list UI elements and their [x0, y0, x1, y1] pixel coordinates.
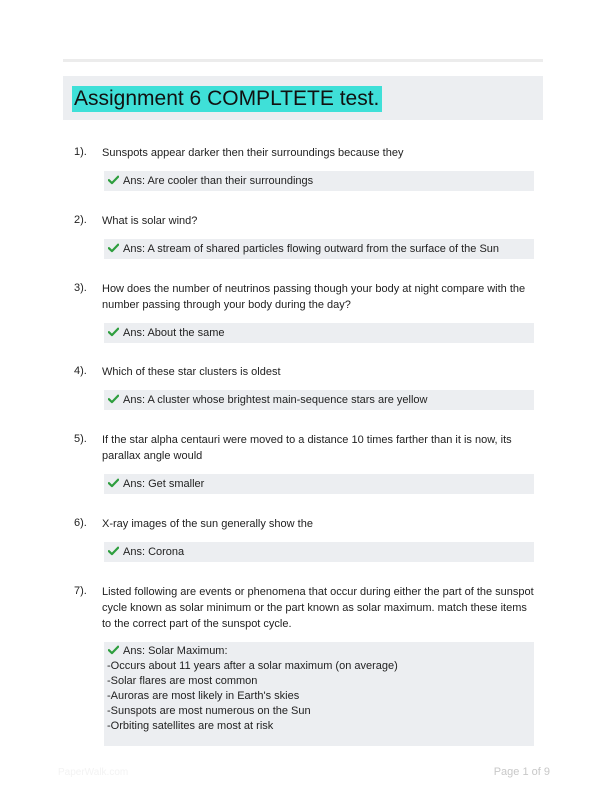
- question-text: Sunspots appear darker then their surroundings because they: [102, 147, 404, 159]
- question-item: [74, 281, 534, 343]
- checkmark-icon: [108, 243, 119, 253]
- question-item: [74, 432, 534, 494]
- answer-line: -Solar flares are most common: [107, 675, 258, 687]
- question-number: 6).: [74, 517, 87, 529]
- question-item: [74, 584, 534, 746]
- title-banner: [63, 76, 543, 120]
- question-item: [74, 364, 534, 410]
- page-indicator: Page 1 of 9: [493, 766, 550, 778]
- question-number: 7).: [74, 585, 87, 597]
- answer-box: [104, 542, 534, 562]
- answer-box: [104, 642, 534, 746]
- question-number: 4).: [74, 365, 87, 377]
- question-text: If the star alpha centauri were moved to a distance 10 times farther than it is now, its parallax angle would: [102, 434, 512, 462]
- question-number: 2).: [74, 214, 87, 226]
- answer-line: -Sunspots are most numerous on the Sun: [107, 705, 311, 717]
- answer-text: Ans: Are cooler than their surroundings: [123, 175, 314, 187]
- answer-text: Ans: About the same: [123, 327, 225, 339]
- answer-line: -Occurs about 11 years after a solar maximum (on average): [107, 660, 398, 672]
- answer-text: Ans: A cluster whose brightest main-sequence stars are yellow: [123, 394, 428, 406]
- checkmark-icon: [108, 175, 119, 185]
- answer-box: [104, 171, 534, 191]
- watermark-text: PaperWalk.com: [58, 767, 129, 778]
- question-text: How does the number of neutrinos passing though your body at night compare with the number passing through your body during the day?: [102, 283, 526, 311]
- answer-box: [104, 323, 534, 343]
- question-item: [74, 213, 534, 259]
- answer-box: [104, 474, 534, 494]
- question-number: 1).: [74, 146, 87, 158]
- checkmark-icon: [108, 546, 119, 556]
- question-text: What is solar wind?: [102, 215, 198, 227]
- answer-box: [104, 239, 534, 259]
- document-title: Assignment 6 COMPLTETE test.: [72, 86, 382, 112]
- checkmark-icon: [108, 394, 119, 404]
- question-text: Listed following are events or phenomena that occur during either the part of the sunspot cycle known as solar minimum or the part known as solar maximum. match these items to the correct part of the sunspot cycle.: [102, 586, 534, 630]
- answer-line: -Auroras are most likely in Earth's skies: [107, 690, 300, 702]
- answer-text: Ans: Corona: [123, 546, 185, 558]
- checkmark-icon: [108, 327, 119, 337]
- checkmark-icon: [108, 478, 119, 488]
- answer-box: [104, 390, 534, 410]
- question-text: X-ray images of the sun generally show the: [102, 518, 313, 530]
- answer-line: -Orbiting satellites are most at risk: [107, 720, 274, 732]
- question-number: 5).: [74, 433, 87, 445]
- top-divider: [63, 59, 543, 62]
- question-number: 3).: [74, 282, 87, 294]
- question-item: [74, 516, 534, 562]
- question-text: Which of these star clusters is oldest: [102, 366, 281, 378]
- checkmark-icon: [108, 645, 119, 655]
- question-item: [74, 145, 534, 191]
- answer-text: Ans: A stream of shared particles flowing outward from the surface of the Sun: [123, 243, 500, 255]
- answer-text: Ans: Solar Maximum:: [123, 645, 228, 657]
- answer-text: Ans: Get smaller: [123, 478, 205, 490]
